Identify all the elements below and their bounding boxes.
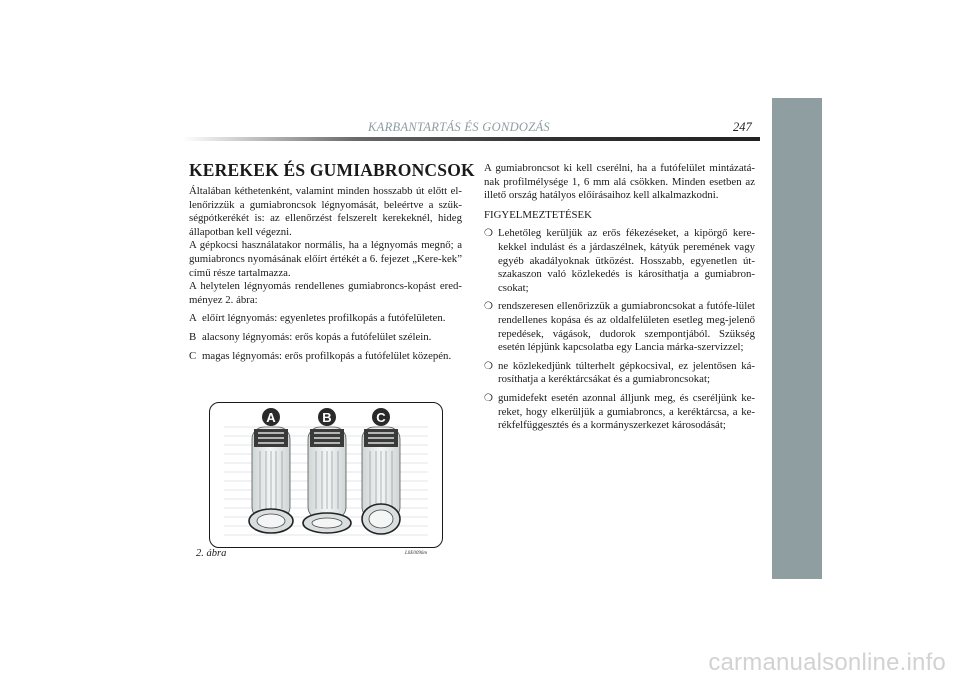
warning-item <box>484 300 755 354</box>
intro-paragraph: Általában kéthetenként, valamint minden hosszabb út előtt el-lenőrizzük a gumiabroncsok légnyomását, beleértve a szük-ségpótkerékét is: az ellenőrzést felszerelt kerekeknél, hideg állapotban kell végezni. <box>189 185 462 238</box>
figure-code: L0E0096m <box>405 551 427 556</box>
warning-title: FIGYELMEZTETÉSEK <box>484 208 592 221</box>
label-c: C <box>376 410 386 425</box>
label-b: B <box>322 410 332 425</box>
running-head: KARBANTARTÁS ÉS GONDOZÁS <box>368 120 550 134</box>
warning-text: gumidefekt esetén azonnal álljunk meg, és cseréljünk ke-reket, hogy elkerüljük a gumiabroncs, a keréktárcsa, a ke-rékfelfüggesztés és a kormányszerkezet károsodását; <box>498 391 755 432</box>
label-a: A <box>266 410 276 425</box>
bullet-icon: ❍ <box>484 392 493 404</box>
warning-item <box>484 392 755 433</box>
list-text: magas légnyomás: erős profilkopás a futófelület közepén. <box>202 349 452 362</box>
list-item <box>189 312 462 326</box>
page-number: 247 <box>733 120 752 134</box>
list-letter: C <box>189 349 197 362</box>
warning-text: rendszeresen ellenőrizzük a gumiabroncsokat a futófe-lület rendellenes kopása és az oldalfelületen esetleg meg-jelenő repedések, vágások, dudorok szempontjából. Szükség esetén lépjünk kapcsolatba egy Lancia márka-szervizzel; <box>498 300 755 354</box>
list-letter: A <box>189 312 197 325</box>
list-text: alacsony légnyomás: erős kopás a futófelület szélein. <box>202 330 432 343</box>
list-letter: B <box>189 330 197 343</box>
warning-item <box>484 360 755 387</box>
replace-paragraph: A gumiabroncsot ki kell cserélni, ha a futófelület mintázatá-nak profilmélysége 1, 6 mm alá csökken. Minden esetben az illető ország hatályos előírásaihoz kell alkalmazkodni. <box>484 162 755 202</box>
wear-paragraph: A helytelen légnyomás rendellenes gumiabroncs-kopást ered-ményez 2. ábra: <box>189 280 462 306</box>
list-item <box>189 331 462 345</box>
bullet-icon: ❍ <box>484 301 493 313</box>
left-column <box>189 185 462 363</box>
warning-item <box>484 227 755 295</box>
tire-wear-figure <box>209 402 443 548</box>
bullet-icon: ❍ <box>484 360 493 372</box>
warning-text: Lehetőleg kerüljük az erős fékezéseket, a kipörgő kere-kekkel indulást és a járdaszélnek, kátyúk peremének vagy egyéb akadályoknak ütközést. Hosszabb, egyenetlen út-szakaszon való közlekedés is károsíthatja a gumiabron-csokat; <box>498 227 755 294</box>
section-title: KEREKEK ÉS GUMIABRONCSOK <box>189 160 475 180</box>
chapter-side-tab <box>772 98 822 579</box>
warning-text: ne közlekedjünk túlterhelt gépkocsival, ez jelentősen ká-rosíthatja a keréktárcsákat és a gumiabroncsokat; <box>498 359 755 386</box>
list-item <box>189 350 462 364</box>
list-text: előírt légnyomás: egyenletes profilkopás a futófelületen. <box>202 312 446 325</box>
header-rule <box>182 137 760 141</box>
bullet-icon: ❍ <box>484 228 493 240</box>
pressure-paragraph: A gépkocsi használatakor normális, ha a légnyomás megnő; a gumiabroncs nyomásának előírt értékét a 6. fejezet „Kere-kek” című része tartalmazza. <box>189 239 462 279</box>
site-watermark: carmanualsonline.info <box>708 649 946 676</box>
right-column <box>484 162 755 433</box>
figure-caption: 2. ábra <box>196 548 227 559</box>
tire-wear-illustration <box>210 403 442 547</box>
